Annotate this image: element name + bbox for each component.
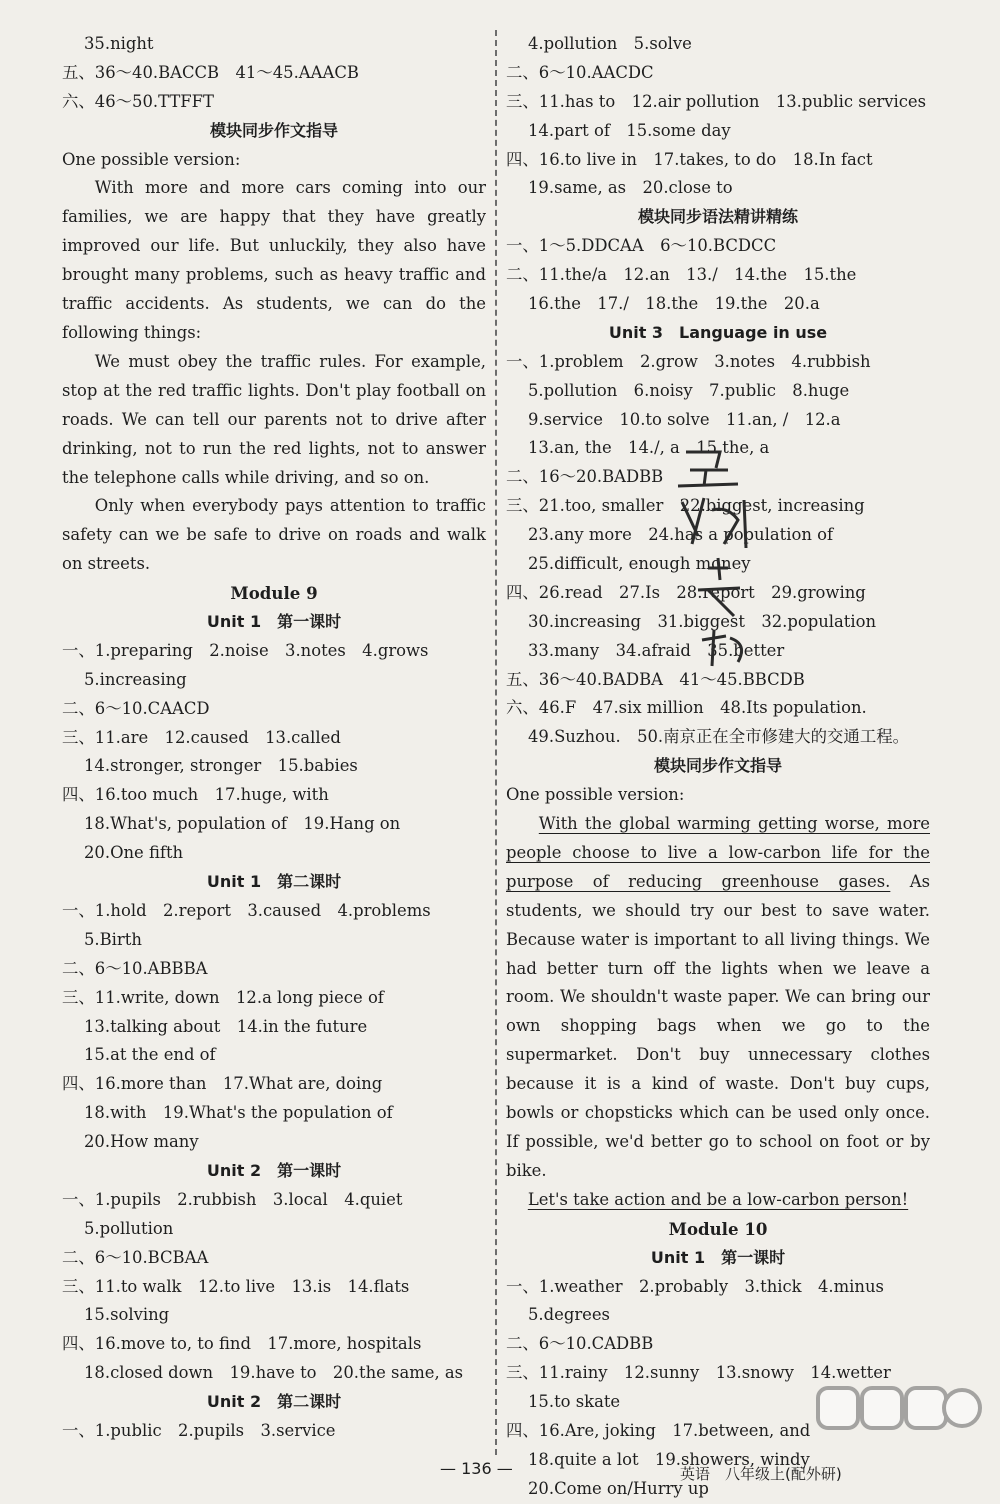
column-divider xyxy=(495,30,497,1455)
unit-heading: Unit 3 Language in use xyxy=(608,322,828,342)
essay-paragraph: We must obey the traffic rules. For example, stop at the red traffic lights. Don't play football on roads. We can tell our parents not to drive after drinking, not to run the red lights, not to answer the telephone calls while driving, and so on. xyxy=(62,351,486,487)
answer-line: 5.pollution xyxy=(84,1218,174,1238)
answer-line: 一、1.hold 2.report 3.caused 4.problems xyxy=(62,900,431,920)
right-column xyxy=(506,30,930,1504)
unit-heading: Unit 1 第二课时 xyxy=(206,872,342,892)
answer-line: 六、46～50.TTFFT xyxy=(62,91,214,111)
answer-line: 5.increasing xyxy=(84,669,187,689)
answer-line: 14.stronger, stronger 15.babies xyxy=(84,756,358,776)
answer-line: 18.What's, population of 19.Hang on xyxy=(84,814,401,834)
answer-line: 20.How many xyxy=(84,1132,199,1152)
answer-line: 一、1～5.DDCAA 6～10.BCDCC xyxy=(506,236,777,256)
unit-heading: Unit 2 第一课时 xyxy=(206,1160,342,1180)
section-heading: 模块同步语法精讲精练 xyxy=(637,207,798,227)
answer-line: 30.increasing 31.biggest 32.population xyxy=(528,611,877,631)
answer-line: 15.to skate xyxy=(528,1392,621,1412)
answer-line: 二、6～10.BCBAA xyxy=(62,1247,209,1267)
answer-line: 三、11.are 12.caused 13.called xyxy=(62,727,341,747)
essay-closing: Let's take action and be a low-carbon person! xyxy=(527,1189,909,1209)
answer-line: 5.Birth xyxy=(84,929,142,949)
handwriting-scribble xyxy=(668,440,798,690)
essay-underlined: With the global warming getting worse, more people choose to live a low-carbon life for the purpose of reducing greenhouse gases. xyxy=(506,814,930,891)
answer-line: 四、16.to live in 17.takes, to do 18.In fact xyxy=(506,149,873,169)
book-label: 英语 八年级上(配外研) xyxy=(680,1465,842,1483)
essay-intro: One possible version: xyxy=(506,785,685,805)
answer-line: 一、1.weather 2.probably 3.thick 4.minus xyxy=(506,1276,884,1296)
left-column xyxy=(62,30,486,1446)
answer-line: 35.night xyxy=(84,34,154,53)
unit-heading: Unit 2 第二课时 xyxy=(206,1392,342,1412)
answer-line: 二、6～10.CAACD xyxy=(62,698,210,718)
answer-line: 二、11.the/a 12.an 13./ 14.the 15.the xyxy=(506,265,857,285)
answer-line: 四、26.read 27.Is 28.report 29.growing xyxy=(506,582,866,602)
answer-line: 四、16.too much 17.huge, with xyxy=(62,785,329,805)
unit-heading: Unit 1 第一课时 xyxy=(650,1247,786,1267)
essay-2 xyxy=(506,810,930,1186)
answer-line: 三、11.write, down 12.a long piece of xyxy=(62,987,384,1007)
answer-line: 四、16.more than 17.What are, doing xyxy=(62,1074,383,1094)
answer-line: 9.service 10.to solve 11.an, / 12.a xyxy=(528,409,841,429)
essay-paragraph: Only when everybody pays attention to traffic safety can we be safe to drive on roads and walk on streets. xyxy=(62,496,486,574)
answer-line: 一、1.problem 2.grow 3.notes 4.rubbish xyxy=(506,351,871,371)
answer-line: 4.pollution 5.solve xyxy=(528,34,692,53)
answer-line: 一、1.pupils 2.rubbish 3.local 4.quiet xyxy=(62,1189,403,1209)
essay-body: As students, we should try our best to save water. Because water is important to all living things. We had better turn off the lights when we leave a room. We shouldn't waste paper. We can bring our own shopping bags when we go to the supermarket. Don't buy unnecessary clothes because it is a kind of waste. Don't buy cups, bowls or chopsticks which can be used only once. If possible, we'd better go to school on foot or by bike. xyxy=(506,871,930,1180)
module-heading: Module 10 xyxy=(668,1218,768,1239)
answer-line: 四、16.move to, to find 17.more, hospitals xyxy=(62,1334,422,1354)
answer-line: 18.with 19.What's the population of xyxy=(84,1103,393,1123)
answer-line: 13.talking about 14.in the future xyxy=(84,1016,368,1036)
answer-line: 20.One fifth xyxy=(84,843,184,863)
answer-line: 一、1.preparing 2.noise 3.notes 4.grows xyxy=(62,640,429,660)
page-number: — 136 — xyxy=(440,1459,513,1478)
answer-line: 三、21.too, smaller 22.biggest, increasing xyxy=(506,496,865,516)
answer-line: 二、6～10.CADBB xyxy=(506,1334,654,1354)
section-heading: 模块同步作文指导 xyxy=(653,756,782,776)
answer-line: 二、6～10.AACDC xyxy=(506,62,654,82)
essay-intro: One possible version: xyxy=(62,149,241,169)
page-footer xyxy=(0,1459,1000,1489)
answer-line: 16.the 17./ 18.the 19.the 20.a xyxy=(528,294,820,314)
answer-line: 5.degrees xyxy=(528,1305,610,1325)
answer-line: 18.quite a lot 19.showers, windy xyxy=(528,1449,810,1469)
answer-line: 三、11.rainy 12.sunny 13.snowy 14.wetter xyxy=(506,1363,891,1383)
unit-heading: Unit 1 第一课时 xyxy=(206,612,342,632)
answer-line: 一、1.public 2.pupils 3.service xyxy=(62,1420,336,1440)
section-heading: 模块同步作文指导 xyxy=(209,120,338,140)
answer-line: 23.any more 24.has a population of xyxy=(528,525,834,545)
answer-line: 13.an, the 14./, a 15.the, a xyxy=(528,438,770,458)
answer-line: 25.difficult, enough money xyxy=(528,554,751,574)
essay-paragraph: With more and more cars coming into our families, we are happy that they have greatly improved our life. But unluckily, they also have brought many problems, such as heavy traffic and traffic accidents. As students, we can do the following things: xyxy=(62,178,486,342)
answer-line: 20.Come on/Hurry up xyxy=(528,1478,709,1498)
answer-line: 三、11.to walk 12.to live 13.is 14.flats xyxy=(62,1276,410,1296)
answer-line: 15.solving xyxy=(84,1305,170,1325)
answer-line: 二、16～20.BADBB xyxy=(506,467,664,487)
answer-line: 33.many 34.afraid 35.better xyxy=(528,640,785,660)
essay-1 xyxy=(62,174,486,579)
module-heading: Module 9 xyxy=(230,583,318,604)
answer-line: 15.at the end of xyxy=(84,1045,216,1065)
essay-paragraph xyxy=(506,810,930,1186)
answer-line: 四、16.Are, joking 17.between, and xyxy=(506,1420,811,1440)
answer-line: 三、11.has to 12.air pollution 13.public services xyxy=(506,91,927,111)
answer-line: 五、36～40.BACCB 41～45.AAACB xyxy=(62,62,359,82)
answer-line: 49.Suzhou. 50.南京正在全市修建大的交通工程。 xyxy=(528,727,909,747)
answer-line: 5.pollution 6.noisy 7.public 8.huge xyxy=(528,380,850,400)
answer-line: 14.part of 15.some day xyxy=(528,120,731,140)
answer-line: 六、46.F 47.six million 48.Its population. xyxy=(506,698,867,718)
answer-line: 五、36～40.BADBA 41～45.BBCDB xyxy=(506,669,805,689)
answer-line: 18.closed down 19.have to 20.the same, as xyxy=(84,1363,464,1383)
answer-line: 19.same, as 20.close to xyxy=(528,178,733,198)
answer-line: 二、6～10.ABBBA xyxy=(62,958,208,978)
